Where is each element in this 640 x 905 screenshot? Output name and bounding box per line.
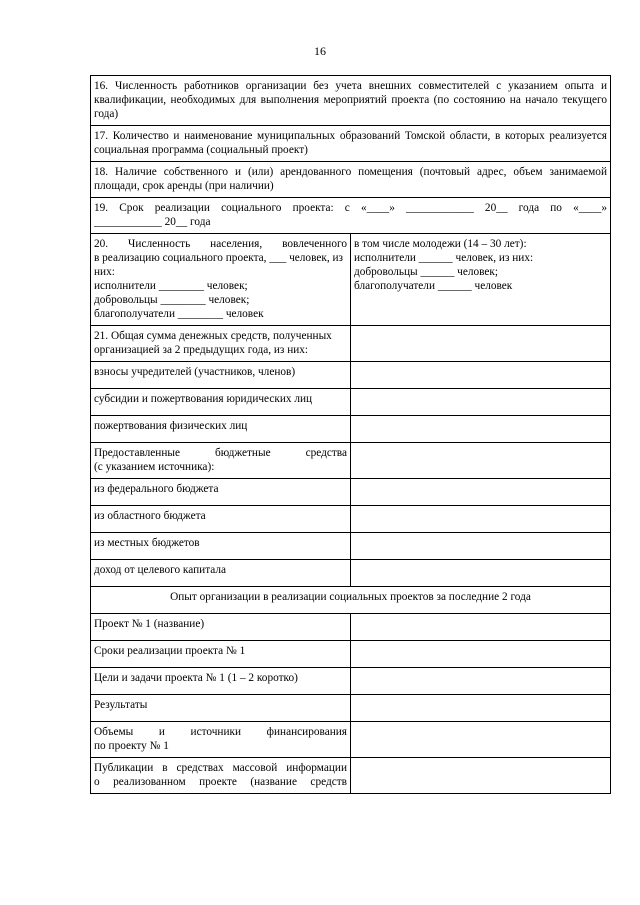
row-20-left-line4: добровольцы ________ человек;: [94, 294, 250, 306]
table-row: [91, 326, 611, 362]
table-row: [91, 162, 611, 198]
table-row: [91, 198, 611, 234]
table-row: [91, 722, 611, 758]
budget-funds-line1: Предоставленные бюджетные средства: [94, 447, 347, 459]
publications-line2: о реализованном проекте (название средств: [94, 776, 347, 788]
table-row: [91, 587, 611, 614]
table-row: [91, 389, 611, 416]
regional-budget-label: из областного бюджета: [91, 506, 351, 533]
row-20-right-line3: добровольцы ______ человек;: [354, 266, 499, 278]
row-19-line1: 19. Срок реализации социального проекта: с «____» ____________ 20__ года по «____»: [94, 202, 607, 214]
legal-entities-value[interactable]: [351, 389, 611, 416]
row-20-left-line2: в реализацию социального проекта, ___ человек, из них:: [94, 252, 344, 278]
table-row: [91, 695, 611, 722]
row-20-population[interactable]: [91, 234, 351, 326]
table-row: [91, 560, 611, 587]
row-16-staff[interactable]: 16. Численность работников организации без учета внешних совместителей с указанием опыта и квалификации, необходимых для выполнения мероприятий проекта (по состоянию на начало текущего года): [91, 76, 611, 126]
table-row: [91, 758, 611, 794]
row-20-left-line3: исполнители ________ человек;: [94, 280, 248, 292]
funding-value[interactable]: [351, 722, 611, 758]
individual-donations-value[interactable]: [351, 416, 611, 443]
publications-value[interactable]: [351, 758, 611, 794]
row-19-project-term[interactable]: [91, 198, 611, 234]
founders-contributions-label: взносы учредителей (участников, членов): [91, 362, 351, 389]
application-form-table: [90, 75, 611, 794]
table-row: [91, 234, 611, 326]
table-row: [91, 126, 611, 162]
individual-donations-label: пожертвования физических лиц: [91, 416, 351, 443]
endowment-income-label: доход от целевого капитала: [91, 560, 351, 587]
endowment-income-value[interactable]: [351, 560, 611, 587]
budget-funds-value[interactable]: [351, 443, 611, 479]
row-18-premises[interactable]: 18. Наличие собственного и (или) арендованного помещения (почтовый адрес, объем занимаемой площади, срок аренды (при наличии): [91, 162, 611, 198]
row-20-right-line2: исполнители ______ человек, из них:: [354, 252, 534, 264]
project-goals-value[interactable]: [351, 668, 611, 695]
budget-funds-label: [91, 443, 351, 479]
project-name-value[interactable]: [351, 614, 611, 641]
project-terms-value[interactable]: [351, 641, 611, 668]
local-budget-value[interactable]: [351, 533, 611, 560]
table-row: [91, 416, 611, 443]
funding-label: [91, 722, 351, 758]
local-budget-label: из местных бюджетов: [91, 533, 351, 560]
experience-section-header: Опыт организации в реализации социальных проектов за последние 2 года: [91, 587, 611, 614]
publications-line1: Публикации в средствах массовой информации: [94, 762, 347, 774]
table-row: [91, 641, 611, 668]
table-row: [91, 668, 611, 695]
project-name-label: Проект № 1 (название): [91, 614, 351, 641]
row-20-youth[interactable]: [351, 234, 611, 326]
row-20-right-line4: благополучатели ______ человек: [354, 280, 513, 292]
page-number: 16: [314, 44, 326, 58]
regional-budget-value[interactable]: [351, 506, 611, 533]
results-label: Результаты: [91, 695, 351, 722]
budget-funds-line2: (с указанием источника):: [94, 461, 215, 473]
row-19-line2: ____________ 20__ года: [94, 216, 211, 228]
row-21-total-funds-value[interactable]: [351, 326, 611, 362]
table-row: [91, 533, 611, 560]
funding-line1: Объемы и источники финансирования: [94, 726, 347, 738]
row-20-left-line1: 20. Численность населения, вовлеченного: [94, 238, 347, 250]
table-row: [91, 443, 611, 479]
publications-label: [91, 758, 351, 794]
project-terms-label: Сроки реализации проекта № 1: [91, 641, 351, 668]
federal-budget-label: из федерального бюджета: [91, 479, 351, 506]
row-21-total-funds: 21. Общая сумма денежных средств, полученных организацией за 2 предыдущих года, из них:: [91, 326, 351, 362]
federal-budget-value[interactable]: [351, 479, 611, 506]
table-row: [91, 614, 611, 641]
row-20-left-line5: благополучатели ________ человек: [94, 308, 264, 320]
results-value[interactable]: [351, 695, 611, 722]
project-goals-label: Цели и задачи проекта № 1 (1 – 2 коротко): [91, 668, 351, 695]
table-row: [91, 362, 611, 389]
table-row: [91, 76, 611, 126]
legal-entities-label: субсидии и пожертвования юридических лиц: [91, 389, 351, 416]
row-20-right-line1: в том числе молодежи (14 – 30 лет):: [354, 238, 527, 250]
table-row: [91, 506, 611, 533]
row-17-municipalities[interactable]: 17. Количество и наименование муниципальных образований Томской области, в которых реализуется социальная программа (социальный проект): [91, 126, 611, 162]
funding-line2: по проекту № 1: [94, 740, 169, 752]
founders-contributions-value[interactable]: [351, 362, 611, 389]
table-row: [91, 479, 611, 506]
